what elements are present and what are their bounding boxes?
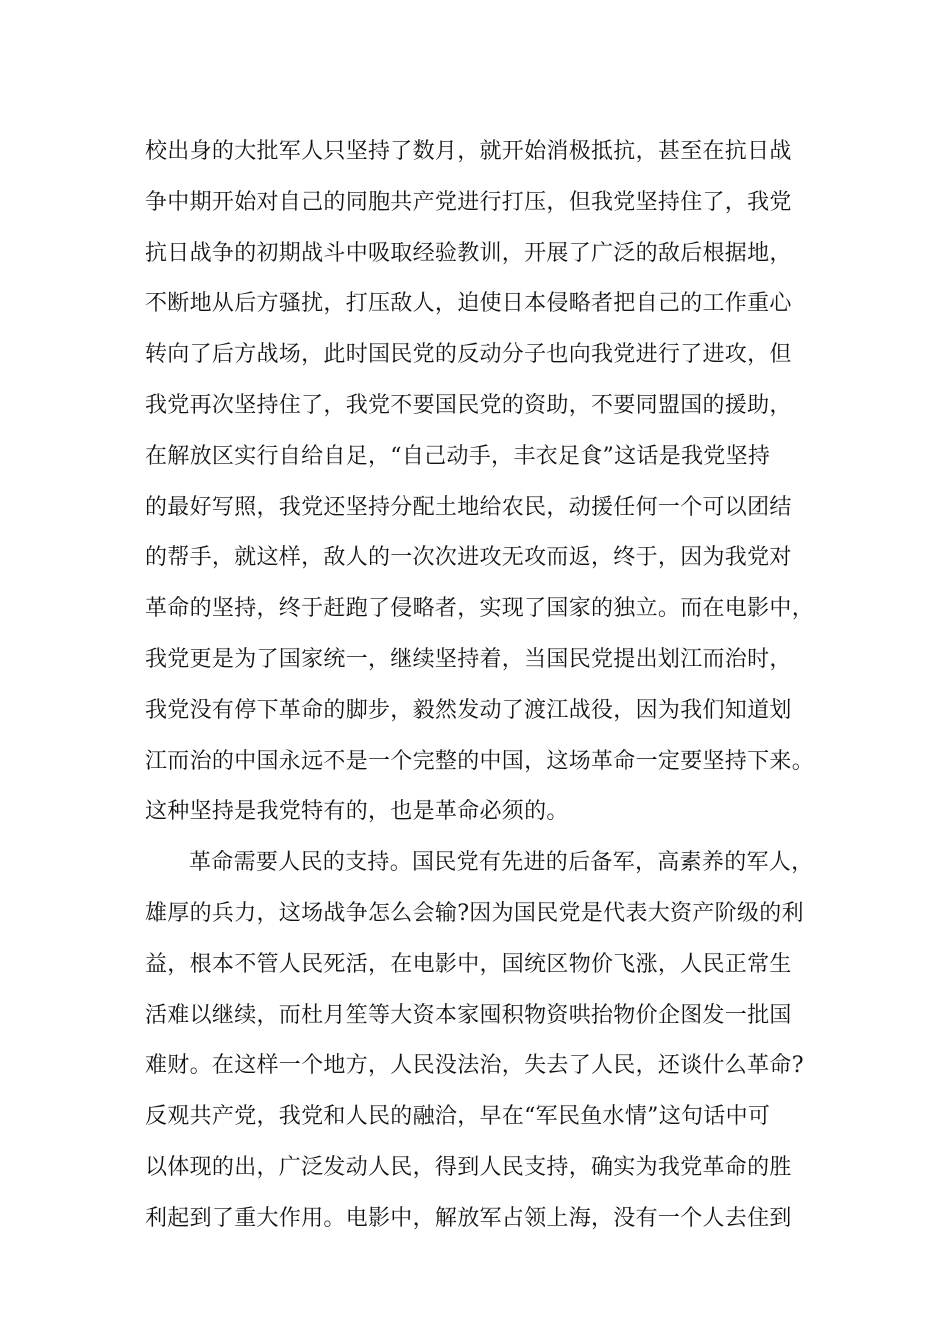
text-line: 以体现的出，广泛发动人民，得到人民支持，确实为我党革命的胜	[145, 1154, 792, 1180]
text-line: 我党没有停下革命的脚步，毅然发动了渡江战役，因为我们知道划	[145, 697, 792, 723]
text-line: 益，根本不管人民死活，在电影中，国统区物价飞涨，人民正常生	[145, 951, 792, 977]
text-line: 的帮手，就这样，敌人的一次次进攻无攻而返，终于，因为我党对	[145, 545, 792, 571]
text-line: 的最好写照，我党还坚持分配土地给农民，动援任何一个可以团结	[145, 494, 792, 520]
text-line: 不断地从后方骚扰，打压敌人，迫使日本侵略者把自己的工作重心	[145, 291, 792, 317]
text-line: 利起到了重大作用。电影中，解放军占领上海，没有一个人去住到	[145, 1205, 792, 1231]
text-line: 抗日战争的初期战斗中吸取经验教训，开展了广泛的敌后根据地，	[145, 240, 792, 266]
text-line: 难财。在这样一个地方，人民没法治，失去了人民，还谈什么革命?	[145, 1053, 804, 1079]
text-line: 我党更是为了国家统一，继续坚持着，当国民党提出划江而治时，	[145, 646, 792, 672]
text-line: 我党再次坚持住了，我党不要国民党的资助，不要同盟国的援助，	[145, 392, 792, 418]
text-line: 校出身的大批军人只坚持了数月，就开始消极抵抗，甚至在抗日战	[145, 139, 792, 164]
text-line: 革命的坚持，终于赶跑了侵略者，实现了国家的独立。而在电影中，	[145, 596, 815, 622]
text-line: 争中期开始对自己的同胞共产党进行打压，但我党坚持住了，我党	[145, 189, 792, 215]
text-line: 雄厚的兵力，这场战争怎么会输?因为国民党是代表大资产阶级的利	[145, 900, 804, 926]
text-line: 江而治的中国永远不是一个完整的中国，这场革命一定要坚持下来。	[145, 748, 815, 774]
text-line: 转向了后方战场，此时国民党的反动分子也向我党进行了进攻，但	[145, 342, 792, 368]
text-line: 在解放区实行自给自足，“自己动手，丰衣足食”这话是我党坚持	[145, 443, 771, 469]
body-text	[145, 127, 835, 1245]
text-line: 这种坚持是我党特有的，也是革命必须的。	[145, 799, 569, 825]
paragraph-start-line: 革命需要人民的支持。国民党有先进的后备军，高素养的军人，	[189, 850, 814, 876]
text-line: 反观共产党，我党和人民的融洽，早在“军民鱼水情”这句话中可	[145, 1104, 771, 1130]
text-line: 活难以继续，而杜月笙等大资本家囤积物资哄抬物价企图发一批国	[145, 1002, 792, 1028]
